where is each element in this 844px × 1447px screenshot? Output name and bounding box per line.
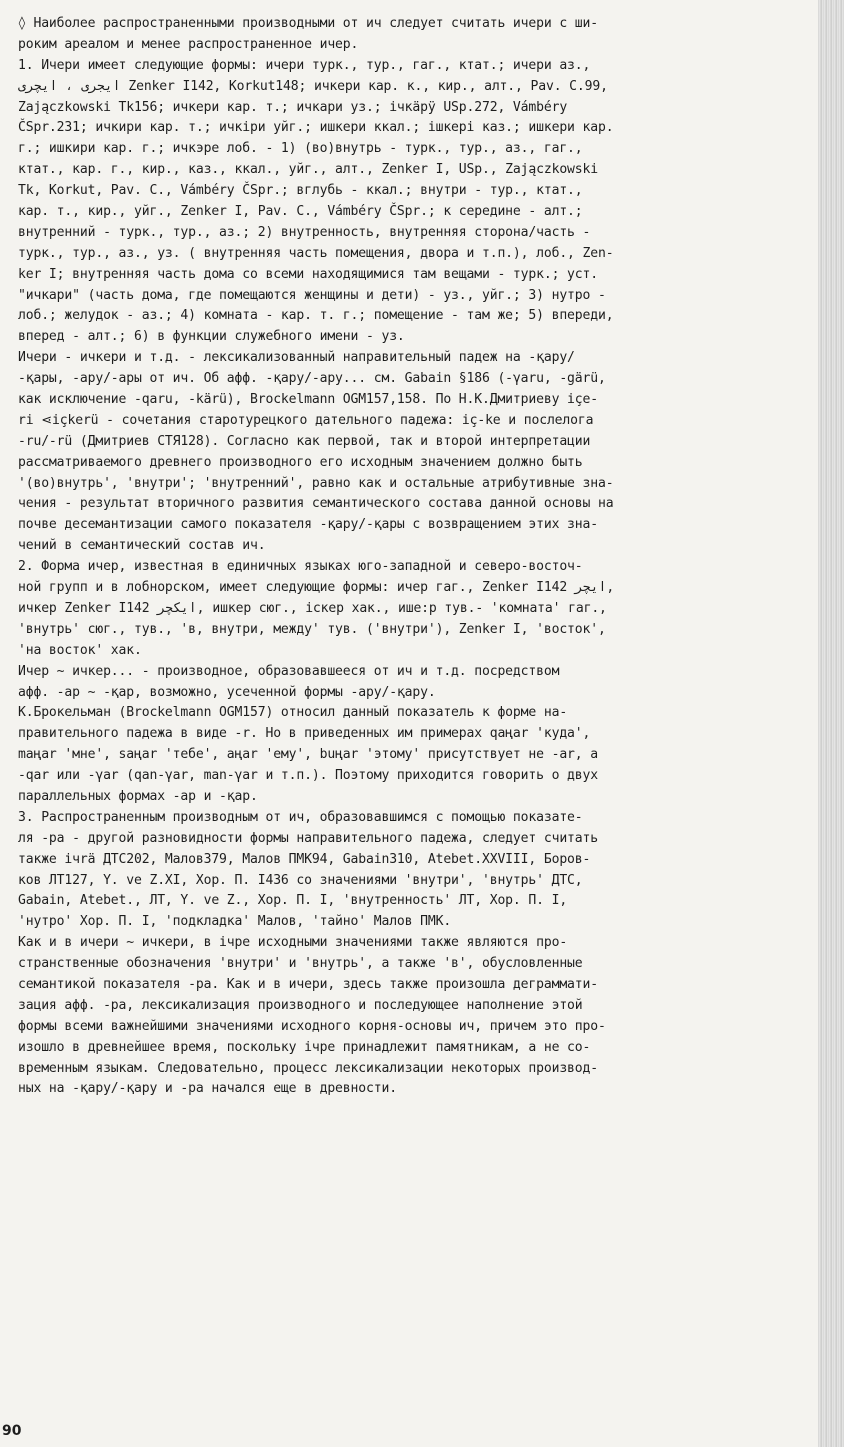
- text-line: Gabain, Atebet., ЛТ, Y. ve Z., Хор. П. I, 'внутренность' ЛТ, Хор. П. I,: [18, 893, 568, 909]
- text-line: Ичери - ичкери и т.д. - лексикализованный направительный падеж на -қару/: [18, 350, 575, 366]
- text-line: лоб.; желудок - аз.; 4) комната - кар. т. г.; помещение - там же; 5) впереди,: [18, 308, 614, 324]
- text-line: как исключение -qaru, -kärü), Brockelmann OGM157,158. По Н.К.Дмитриеву іçe-: [18, 392, 598, 408]
- text-line: временным языкам. Следовательно, процесс лексикализации некоторых производ-: [18, 1060, 598, 1076]
- text-line: турк., тур., аз., уз. ( внутренняя часть помещения, двора и т.п.), лоб., Zen-: [18, 245, 614, 261]
- text-line: 3. Распространенным производным от ич, образовавшимся с помощью показате-: [18, 809, 583, 825]
- text-line: вперед - алт.; 6) в функции служебного имени - уз.: [18, 329, 405, 345]
- text-line: почве десемантизации самого показателя -қару/-қары с возвращением этих зна-: [18, 517, 598, 533]
- text-line: 'на восток' хак.: [18, 642, 142, 658]
- text-line: роким ареалом и менее распространенное ичер.: [18, 36, 359, 52]
- text-line: чения - результат вторичного развития семантического состава данной основы на: [18, 496, 614, 512]
- text-line: ков ЛТ127, Y. ve Z.XI, Хор. П. I436 со значениями 'внутри', 'внутрь' ДТС,: [18, 872, 583, 888]
- text-line: "ичкари" (часть дома, где помещаются женщины и дети) - уз., уйг.; 3) нутро -: [18, 287, 606, 303]
- text-line: ктат., кар. г., кир., каз., ккал., уйг., алт., Zenker I, USp., Zajączkowski: [18, 162, 598, 178]
- text-line: maңar 'мне', saңar 'тебе', аңar 'ему', buңar 'этому' присутствует не -ar, а: [18, 747, 598, 763]
- text-line: -qar или -γar (qan-γar, man-γar и т.п.). Поэтому приходится говорить о двух: [18, 768, 598, 784]
- document-text: [18, 14, 816, 1100]
- text-line: ČSpr.231; ичкири кар. т.; ичкіри уйг.; ишкери ккал.; ішкері каз.; ишкери кар.: [18, 120, 614, 136]
- text-line: г.; ишкири кар. г.; ичкэре лоб. - 1) (во)внутрь - турк., тур., аз., гаг.,: [18, 141, 583, 157]
- text-line: ker I; внутренняя часть дома со всеми находящимися там вещами - турк.; уст.: [18, 266, 598, 282]
- text-line: ايجرى ، ايچرى Zenker I142, Korkut148; ичкери кар. к., кир., алт., Pav. C.99,: [18, 78, 608, 94]
- page-edge-shadow: [818, 0, 844, 1447]
- text-line: ичкер Zenker I142 ايكچر, ишкер сюг., іскер хак., ише:р тув.- 'комната' гаг.,: [18, 600, 607, 616]
- text-line: ля -ра - другой разновидности формы направительного падежа, следует считать: [18, 830, 598, 846]
- text-line: параллельных формах -ар и -қар.: [18, 788, 258, 804]
- text-line: афф. -ар ~ -қар, возможно, усеченной формы -ару/-қару.: [18, 684, 436, 700]
- text-line: 'внутрь' сюг., тув., 'в, внутри, между' тув. ('внутри'), Zenker I, 'восток',: [18, 621, 606, 637]
- text-line: семантикой показателя -ра. Как и в ичери, здесь также произошла деграммати-: [18, 976, 598, 992]
- text-line: Как и в ичери ~ ичкери, в ічре исходными значениями также являются про-: [18, 935, 568, 951]
- text-line: кар. т., кир., уйг., Zenker I, Pav. C., Vámbéry ČSpr.; к середине - алт.;: [18, 204, 583, 220]
- text-line: 'нутро' Хор. П. I, 'подкладка' Малов, 'тайно' Малов ПМК.: [18, 914, 452, 930]
- text-line: внутренний - турк., тур., аз.; 2) внутренность, внутренняя сторона/часть -: [18, 224, 591, 240]
- text-line: формы всеми важнейшими значениями исходного корня-основы ич, причем это про-: [18, 1018, 606, 1034]
- text-line: К.Брокельман (Brockelmann OGM157) относил данный показатель к форме на-: [18, 705, 568, 721]
- text-line: '(во)внутрь', 'внутри'; 'внутренний', равно как и остальные атрибутивные зна-: [18, 475, 614, 491]
- text-line: Zajączkowski Tk156; ичкери кар. т.; ичкари уз.; ічкäрÿ USp.272, Vámbéry: [18, 99, 568, 115]
- text-line: ◊ Наиболее распространенными производными от ич следует считать ичери с ши-: [18, 16, 598, 31]
- text-line: странственные обозначения 'внутри' и 'внутрь', а также 'в', обусловленные: [18, 956, 583, 972]
- text-line: 1. Ичери имеет следующие формы: ичери турк., тур., гаг., ктат.; ичери аз.,: [18, 57, 591, 73]
- page-number: 90: [2, 1423, 22, 1439]
- text-line: чений в семантический состав ич.: [18, 538, 266, 554]
- text-line: правительного падежа в виде -r. Но в приведенных им примерах qaңar 'куда',: [18, 726, 591, 742]
- text-line: Tk, Korkut, Pav. C., Vámbéry ČSpr.; вглубь - ккал.; внутри - тур., ктат.,: [18, 183, 583, 199]
- text-line: зация афф. -ра, лексикализация производного и последующее наполнение этой: [18, 997, 583, 1013]
- text-line: ri ⋖іçkerü - сочетания старотурецкого дательного падежа: іç-ke и послелога: [18, 412, 594, 428]
- text-line: 2. Форма ичер, известная в единичных языках юго-западной и северо-восточ-: [18, 559, 583, 575]
- text-line: ной групп и в лобнорском, имеет следующие формы: ичер гаг., Zenker I142 ايچر,: [18, 580, 615, 596]
- text-line: изошло в древнейшее время, поскольку ічре принадлежит памятникам, а не со-: [18, 1039, 591, 1055]
- text-line: Ичер ~ ичкер... - производное, образовавшееся от ич и т.д. посредством: [18, 663, 560, 679]
- text-line: -қары, -ару/-ары от ич. Об афф. -қару/-ару... см. Gabain §186 (-γaru, -gärü,: [18, 371, 606, 387]
- text-line: -ru/-rü (Дмитриев СТЯ128). Согласно как первой, так и второй интерпретации: [18, 433, 591, 449]
- text-line: также ічrä ДТС202, Малов379, Малов ПМК94, Gabain310, Atebet.XXVIII, Боров-: [18, 851, 591, 867]
- text-line: рассматриваемого древнего производного его исходным значением должно быть: [18, 454, 583, 470]
- text-line: ных на -қару/-қару и -ра начался еще в древности.: [18, 1081, 397, 1097]
